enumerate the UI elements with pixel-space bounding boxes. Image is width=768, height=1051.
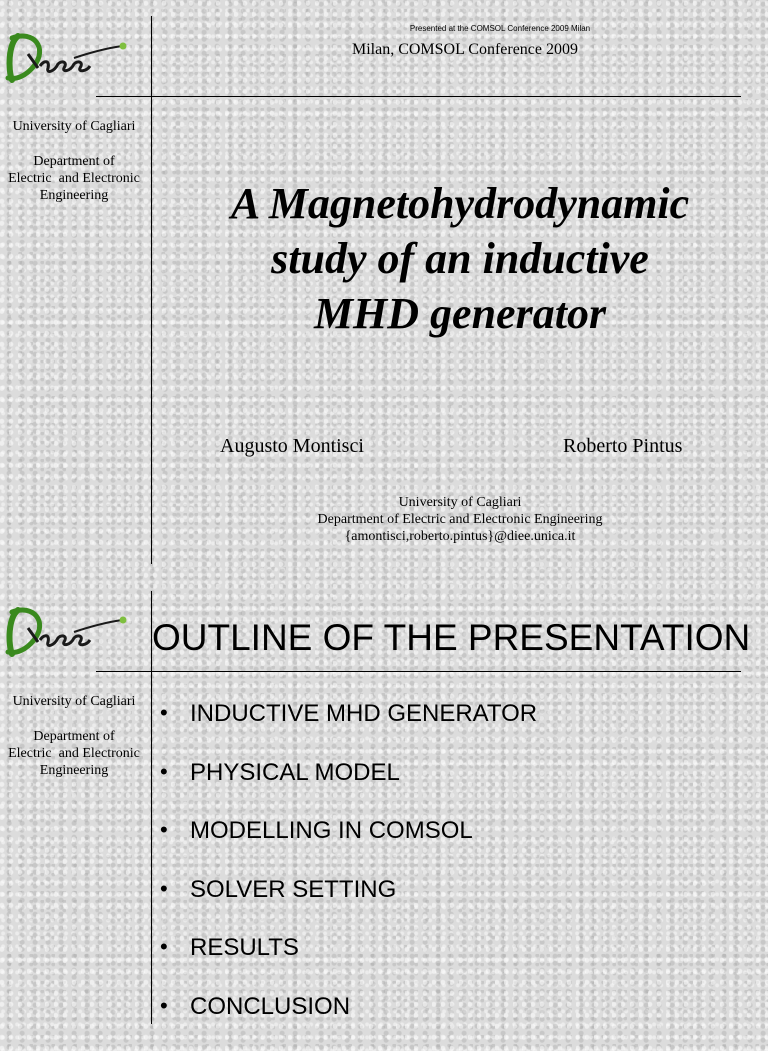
author-montisci: Augusto Montisci [220, 435, 364, 458]
outline-item: • SOLVER SETTING [160, 876, 537, 935]
presentation-title: A Magnetohydrodynamic study of an inductive MHD generator [160, 176, 760, 341]
outline-item: • INDUCTIVE MHD GENERATOR [160, 700, 537, 759]
diee-logo [4, 26, 134, 88]
sidebar-department-2: Department of Electric and Electronic Engineering [0, 728, 148, 779]
sidebar-university-2: University of Cagliari [0, 694, 148, 710]
author-pintus: Roberto Pintus [563, 435, 682, 458]
diee-logo-2 [4, 600, 134, 662]
outline-title: OUTLINE OF THE PRESENTATION [152, 617, 762, 659]
affiliation-block: University of Cagliari Department of Electric and Electronic Engineering {amontisci,roberto.pintus}@diee.unica.it [260, 494, 660, 545]
horizontal-divider-2 [96, 671, 741, 672]
outline-item: • CONCLUSION [160, 993, 537, 1051]
outline-list [160, 700, 537, 1051]
outline-item: • MODELLING IN COMSOL [160, 817, 537, 876]
outline-item: • PHYSICAL MODEL [160, 759, 537, 818]
conference-label: Milan, COMSOL Conference 2009 [300, 41, 630, 59]
horizontal-divider [96, 96, 741, 97]
sidebar-department: Department of Electric and Electronic Engineering [0, 153, 148, 204]
outline-item: • RESULTS [160, 934, 537, 993]
vertical-divider [151, 16, 152, 564]
sidebar-university: University of Cagliari [0, 119, 148, 135]
presented-note: Presented at the COMSOL Conference 2009 Milan [330, 24, 670, 33]
